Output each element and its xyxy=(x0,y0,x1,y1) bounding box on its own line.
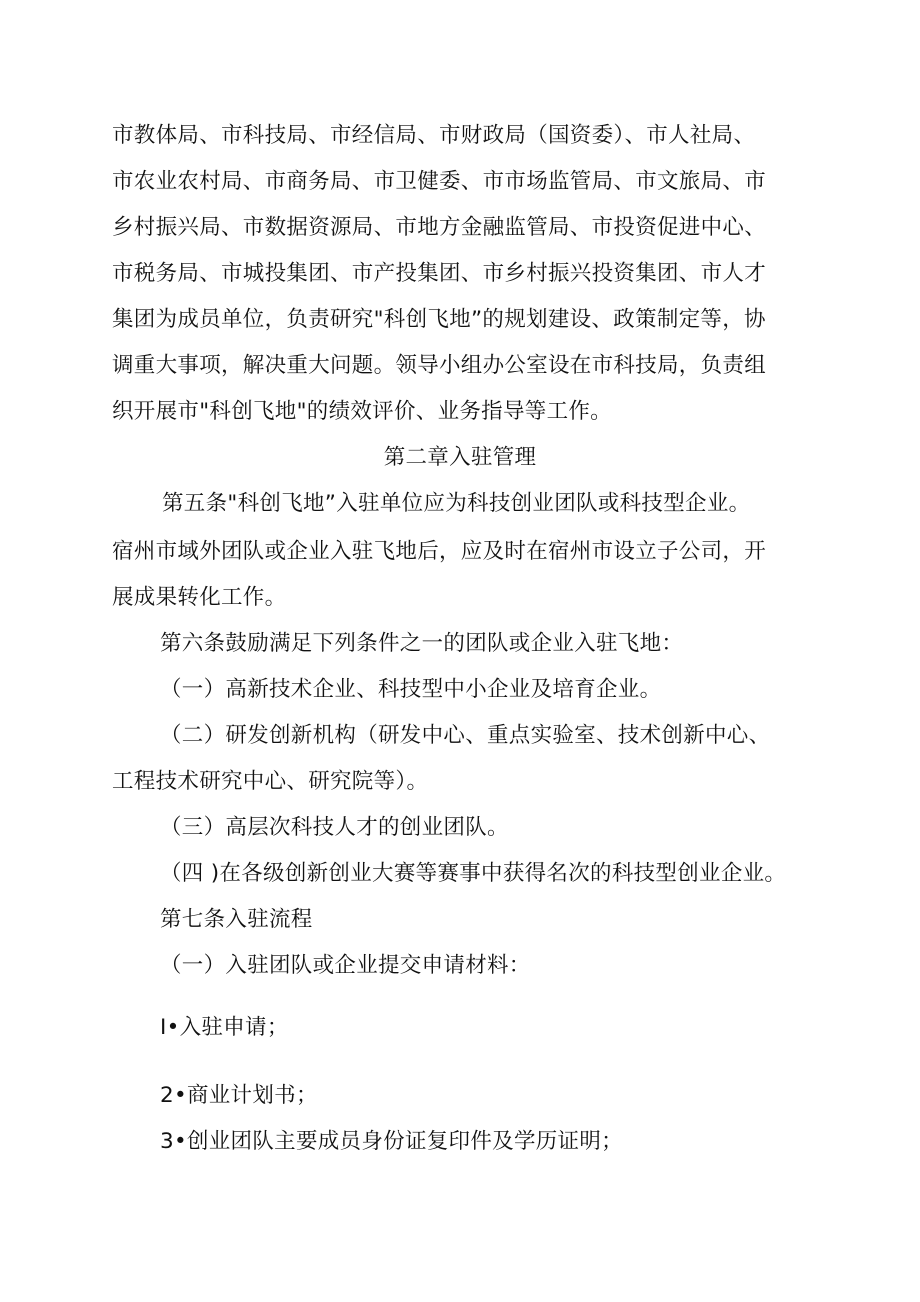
article-6-item: （一）高新技术企业、科技型中小企业及培育企业。 xyxy=(160,677,662,702)
body-text-line: 织开展市"科创飞地"的绩效评价、业务指导等工作。 xyxy=(112,399,612,424)
article-6-item: 工程技术研究中心、研究院等）。 xyxy=(112,769,429,794)
body-text-line: 市税务局、市城投集团、市产投集团、市乡村振兴投资集团、市人才 xyxy=(112,261,767,286)
article-6-item: （三）高层次科技人才的创业团队。 xyxy=(160,815,509,840)
article-5-line: 第五条"科创飞地”入驻单位应为科技创业团队或科技型企业。 xyxy=(162,491,751,516)
material-item: I•入驻申请； xyxy=(160,1015,289,1040)
material-item: 2•商业计划书； xyxy=(160,1083,318,1108)
body-text-line: 乡村振兴局、市数据资源局、市地方金融监管局、市投资促进中心、 xyxy=(112,215,767,240)
article-7-title: 第七条入驻流程 xyxy=(160,907,313,932)
body-text-line: 市教体局、市科技局、市经信局、市财政局（国资委）、市人社局、 xyxy=(112,123,756,148)
article-5-line: 宿州市域外团队或企业入驻飞地后，应及时在宿州市设立子公司，开 xyxy=(112,539,767,564)
article-5-line: 展成果转化工作。 xyxy=(112,585,287,610)
article-6-item: （二）研发创新机构（研发中心、重点实验室、技术创新中心、 xyxy=(160,723,771,748)
material-item: 3•创业团队主要成员身份证复印件及学历证明； xyxy=(160,1129,623,1154)
body-text-line: 调重大事项，解决重大问题。领导小组办公室设在市科技局，负责组 xyxy=(112,353,767,378)
chapter-title: 第二章入驻管理 xyxy=(383,445,537,470)
article-6-intro: 第六条鼓励满足下列条件之一的团队或企业入驻飞地： xyxy=(160,631,684,656)
article-6-item: （四 )在各级创新创业大赛等赛事中获得名次的科技型创业企业。 xyxy=(160,861,787,886)
body-text-line: 集团为成员单位，负责研究"科创飞地”的规划建设、政策制定等，协 xyxy=(112,307,766,332)
body-text-line: 市农业农村局、市商务局、市卫健委、市市场监管局、市文旅局、市 xyxy=(112,169,767,194)
article-7-subtitle: （一）入驻团队或企业提交申请材料： xyxy=(160,953,531,978)
